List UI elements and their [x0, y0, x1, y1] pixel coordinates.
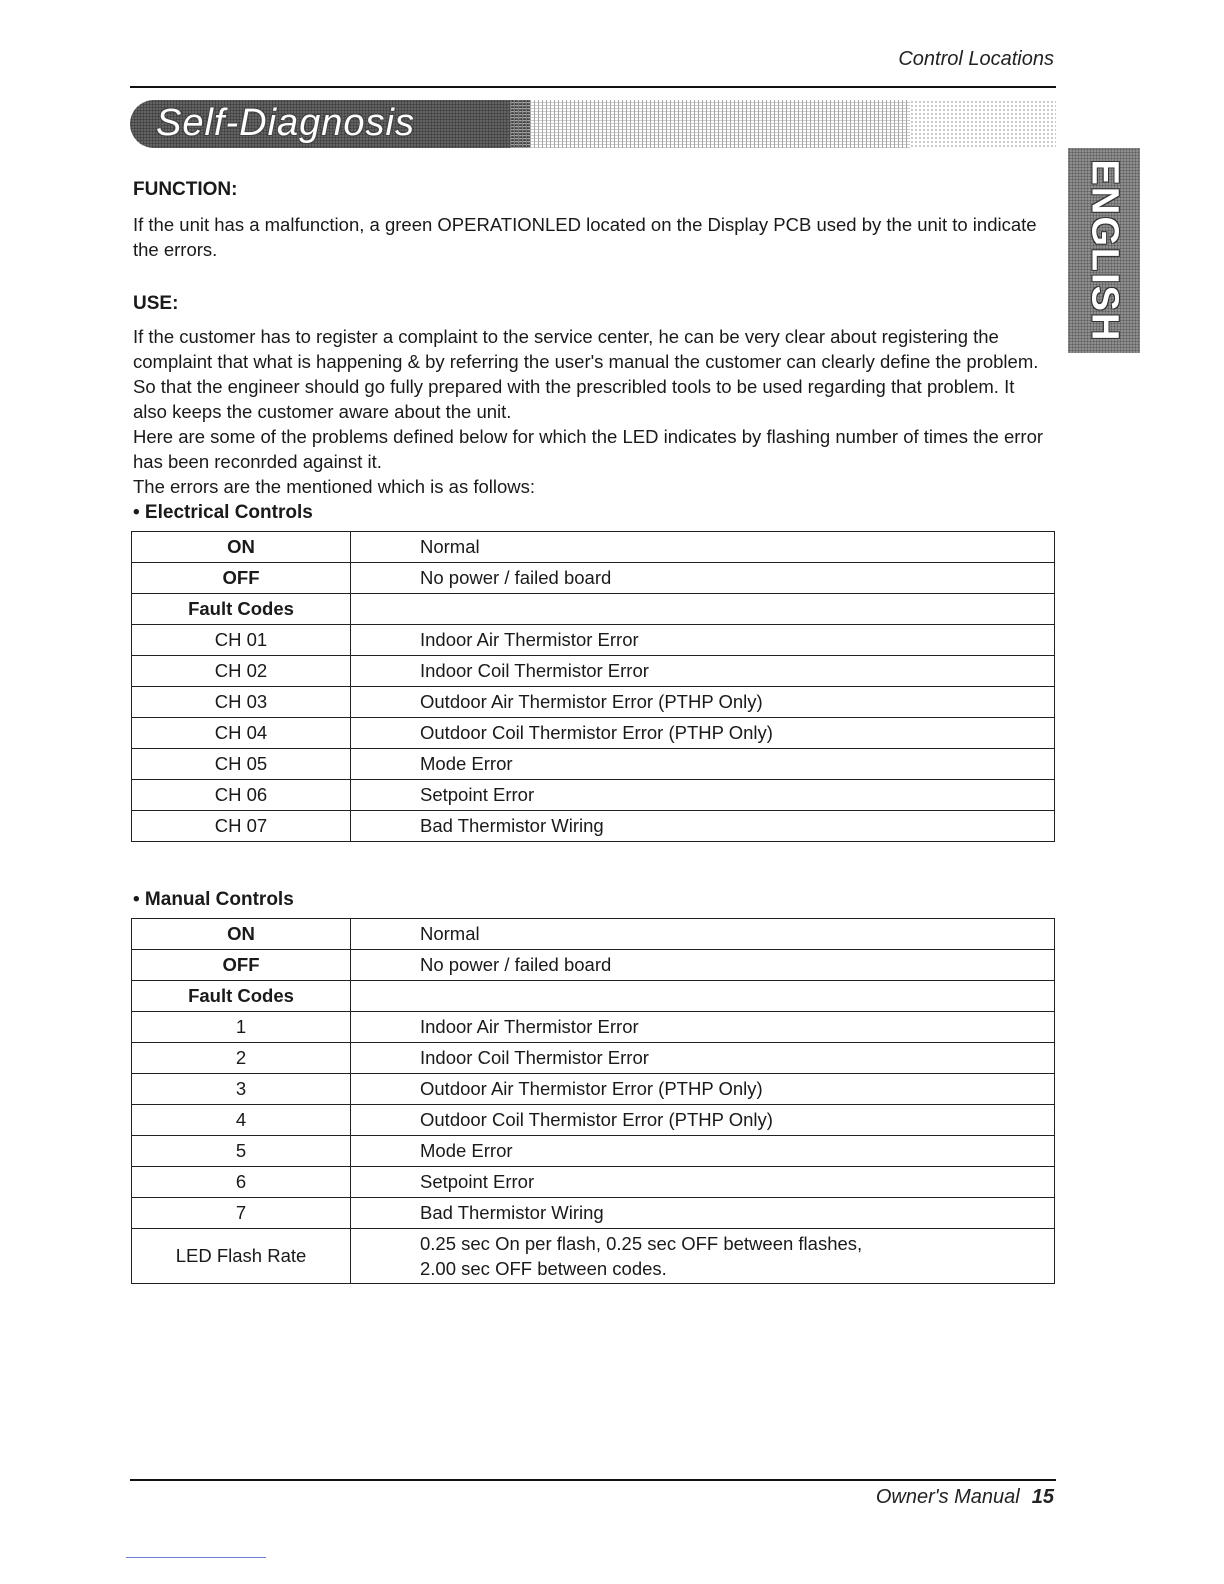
table-row [132, 625, 1055, 656]
description-cell: Indoor Coil Thermistor Error [351, 656, 1055, 687]
use-paragraph: So that the engineer should go fully prepared with the prescribled tools to be used regarding that problem. It also keeps the customer aware about the unit. [133, 376, 1015, 422]
table-row [132, 919, 1055, 950]
description-cell: Bad Thermistor Wiring [351, 811, 1055, 842]
code-cell: CH 05 [132, 749, 351, 780]
code-cell: CH 03 [132, 687, 351, 718]
code-cell: 4 [132, 1105, 351, 1136]
description-cell: Outdoor Coil Thermistor Error (PTHP Only) [351, 718, 1055, 749]
code-cell: Fault Codes [132, 594, 351, 625]
table-row [132, 749, 1055, 780]
code-cell: CH 01 [132, 625, 351, 656]
description-cell: Outdoor Air Thermistor Error (PTHP Only) [351, 1074, 1055, 1105]
bottom-link-underline [126, 1557, 266, 1558]
language-tab-label: ENGLISH [1083, 159, 1126, 342]
table-row [132, 1074, 1055, 1105]
code-cell: 2 [132, 1043, 351, 1074]
description-cell: No power / failed board [351, 563, 1055, 594]
table-row [132, 1043, 1055, 1074]
table-row [132, 563, 1055, 594]
function-heading: FUNCTION: [133, 179, 238, 200]
manual-name: Owner's Manual [875, 1486, 1020, 1508]
running-header: Control Locations [898, 48, 1054, 70]
description-cell [351, 981, 1055, 1012]
description-cell: Outdoor Coil Thermistor Error (PTHP Only) [351, 1105, 1055, 1136]
table-row [132, 780, 1055, 811]
description-cell: Mode Error [351, 1136, 1055, 1167]
code-cell: CH 07 [132, 811, 351, 842]
description-cell: Setpoint Error [351, 1167, 1055, 1198]
flash-rate-line: 2.00 sec OFF between codes. [420, 1258, 667, 1279]
page-content [133, 178, 1053, 1284]
code-cell: ON [132, 532, 351, 563]
description-cell: Mode Error [351, 749, 1055, 780]
language-tab [1068, 148, 1140, 353]
banner-title: Self-Diagnosis [156, 102, 415, 144]
electrical-controls-heading: • Electrical Controls [133, 502, 313, 523]
table-row [132, 532, 1055, 563]
code-cell: ON [132, 919, 351, 950]
table-row [132, 811, 1055, 842]
function-text: If the unit has a malfunction, a green OPERATIONLED located on the Display PCB used by the unit to indicate the errors. [133, 214, 1037, 260]
table-row [132, 1105, 1055, 1136]
table-row [132, 950, 1055, 981]
description-cell: Outdoor Air Thermistor Error (PTHP Only) [351, 687, 1055, 718]
code-cell: 6 [132, 1167, 351, 1198]
page-number: 15 [1031, 1486, 1054, 1508]
table-row [132, 1198, 1055, 1229]
description-cell [351, 594, 1055, 625]
description-cell: Indoor Air Thermistor Error [351, 1012, 1055, 1043]
table-row [132, 1167, 1055, 1198]
footer-rule [130, 1479, 1056, 1481]
description-cell: Indoor Air Thermistor Error [351, 625, 1055, 656]
code-cell: Fault Codes [132, 981, 351, 1012]
use-heading: USE: [133, 293, 179, 314]
code-cell: OFF [132, 950, 351, 981]
page-footer [876, 1486, 1054, 1509]
banner-stripe-band [510, 100, 910, 148]
description-cell: Bad Thermistor Wiring [351, 1198, 1055, 1229]
table-row [132, 656, 1055, 687]
table-row [132, 1012, 1055, 1043]
use-paragraph: Here are some of the problems defined below for which the LED indicates by flashing number of times the error has been reconrded against it. [133, 426, 1044, 472]
use-paragraph: If the customer has to register a complaint to the service center, he can be very clear about registering the complaint that what is happening & by referring the user's manual the customer can clearly define the problem. [133, 326, 1039, 372]
table-row [132, 981, 1055, 1012]
table-row [132, 594, 1055, 625]
manual-controls-heading: • Manual Controls [133, 889, 294, 910]
code-cell: 1 [132, 1012, 351, 1043]
code-cell: CH 04 [132, 718, 351, 749]
table-row [132, 1136, 1055, 1167]
description-cell: Setpoint Error [351, 780, 1055, 811]
flash-rate-description [351, 1229, 1055, 1284]
header-rule [130, 86, 1056, 88]
code-cell: CH 06 [132, 780, 351, 811]
flash-rate-label: LED Flash Rate [132, 1229, 351, 1284]
use-paragraph: The errors are the mentioned which is as follows: [133, 476, 536, 497]
description-cell: Normal [351, 532, 1055, 563]
code-cell: 3 [132, 1074, 351, 1105]
table-row [132, 687, 1055, 718]
table-row [132, 718, 1055, 749]
section-banner [130, 100, 1056, 148]
flash-rate-line: 0.25 sec On per flash, 0.25 sec OFF between flashes, [420, 1233, 863, 1254]
code-cell: CH 02 [132, 656, 351, 687]
electrical-controls-table [131, 531, 1055, 842]
banner-light-band [910, 100, 1056, 148]
flash-rate-row [132, 1229, 1055, 1284]
code-cell: 7 [132, 1198, 351, 1229]
manual-controls-table [131, 918, 1055, 1284]
description-cell: Normal [351, 919, 1055, 950]
description-cell: No power / failed board [351, 950, 1055, 981]
code-cell: OFF [132, 563, 351, 594]
description-cell: Indoor Coil Thermistor Error [351, 1043, 1055, 1074]
code-cell: 5 [132, 1136, 351, 1167]
